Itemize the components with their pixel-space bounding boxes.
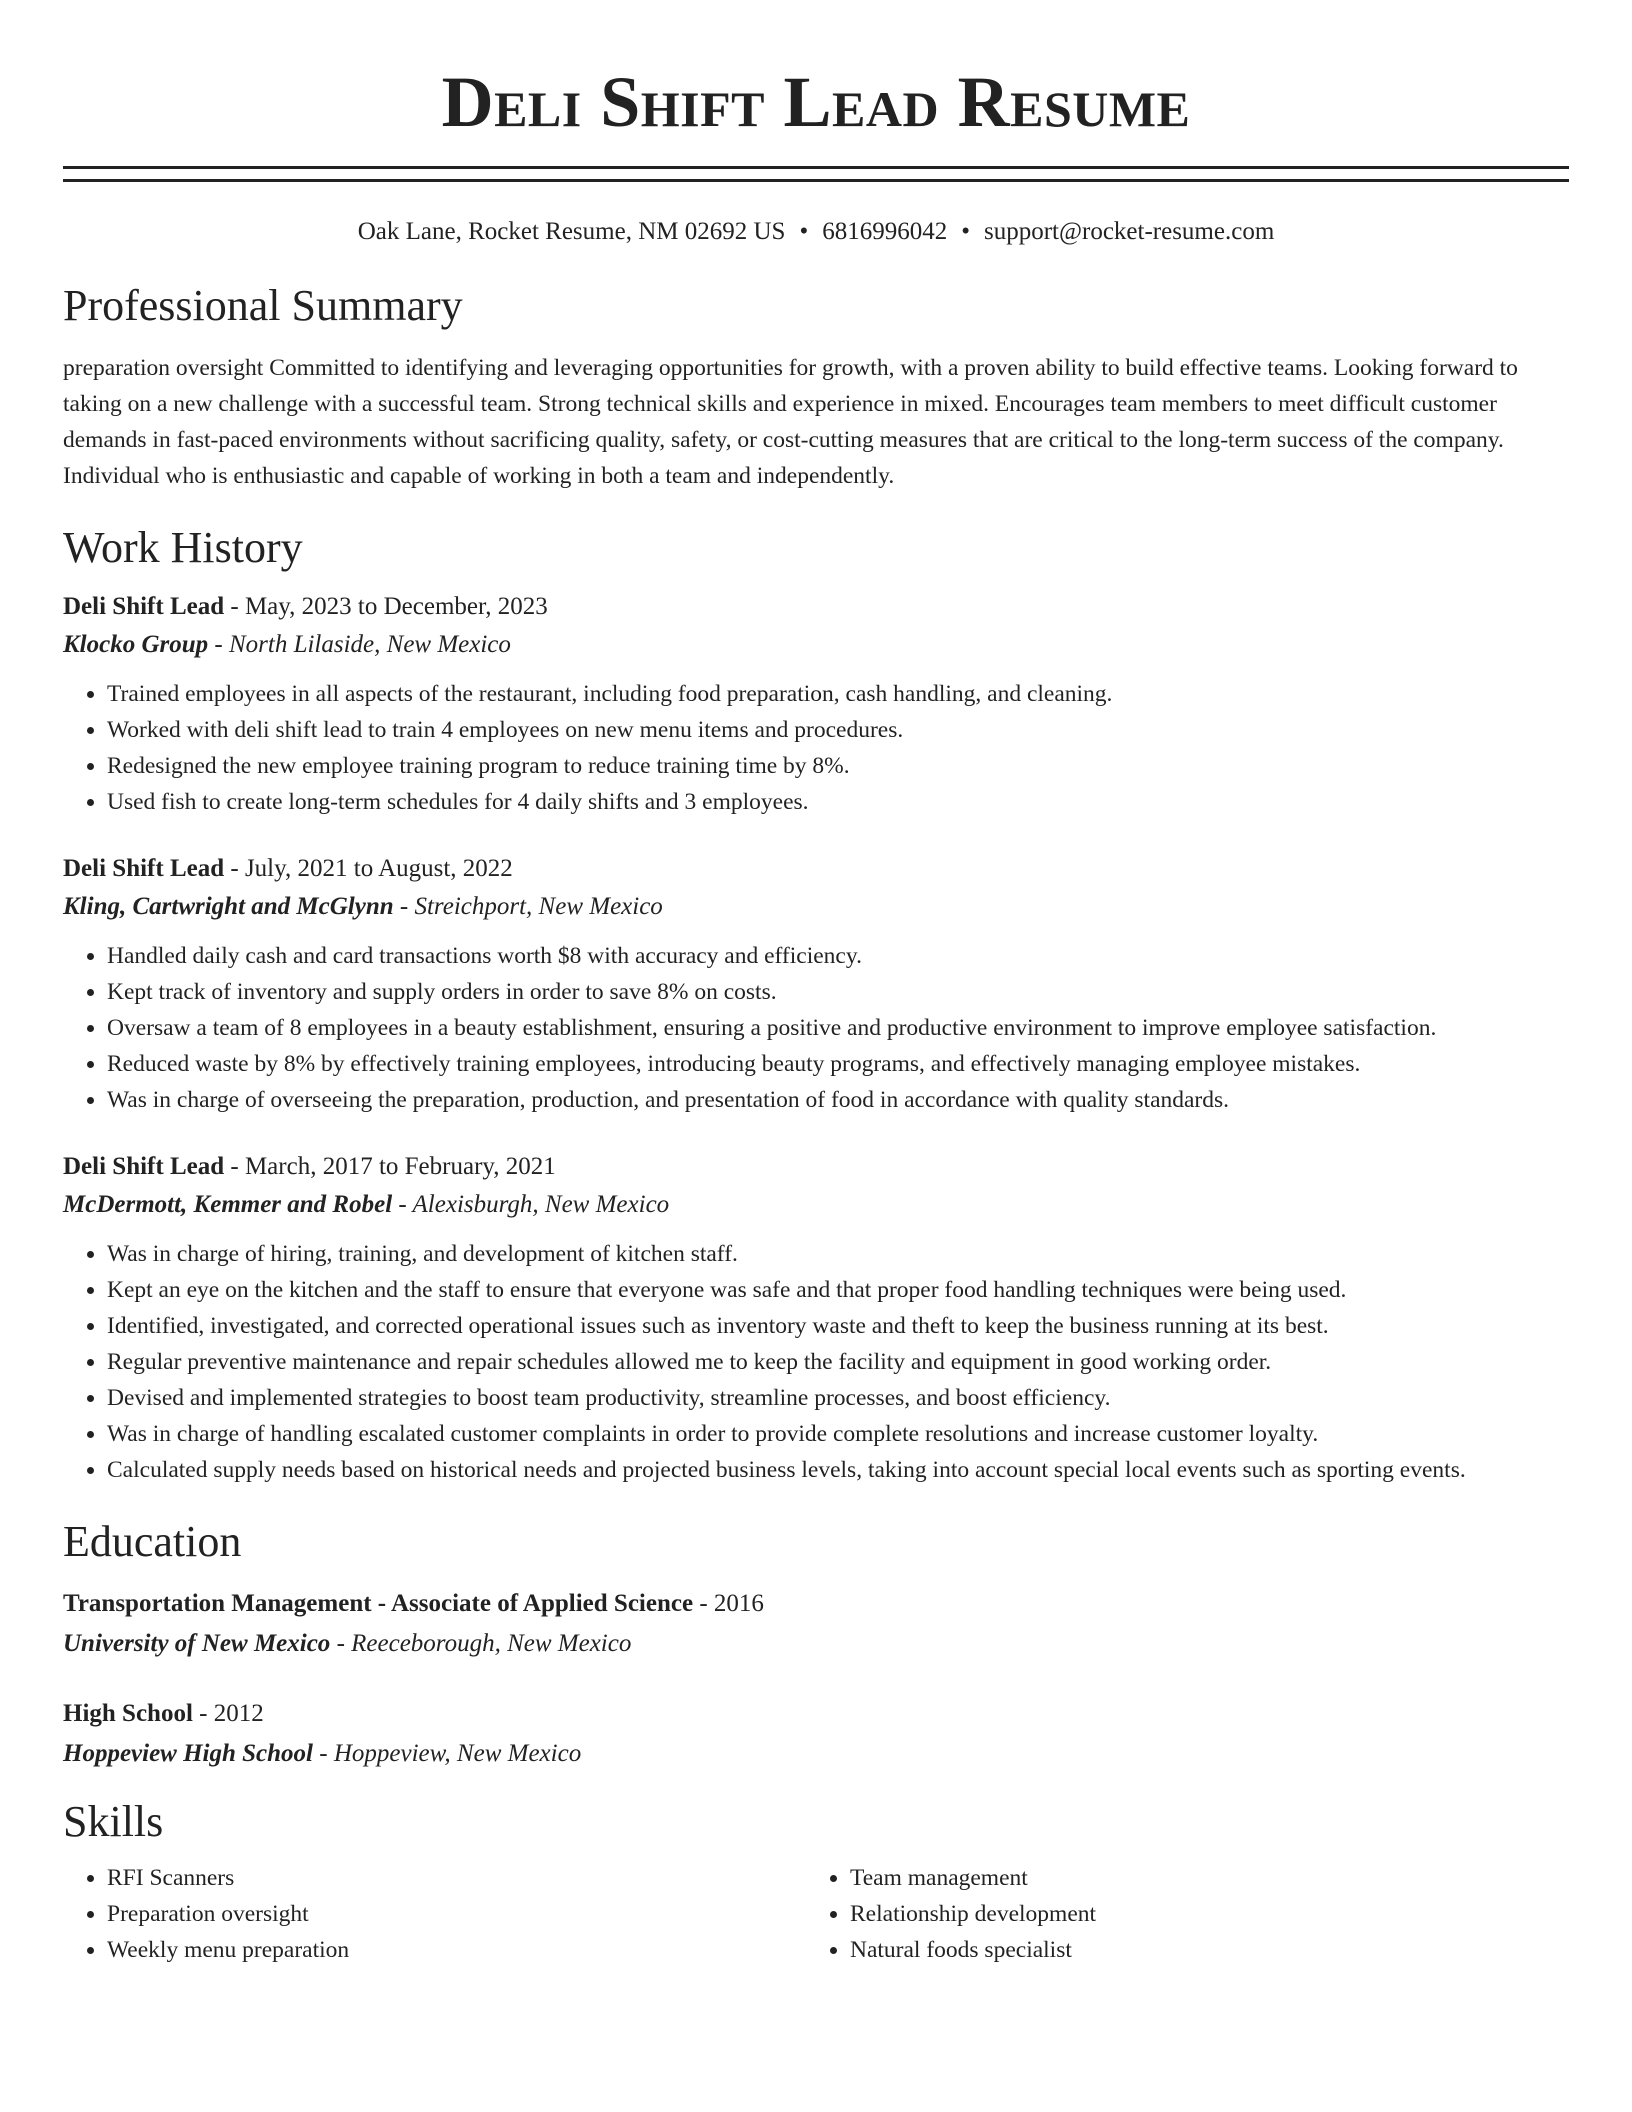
education-school: University of New Mexico: [63, 1630, 331, 1657]
list-item: • Redesigned the new employee training program to reduce training time by 8%.: [107, 748, 1569, 784]
skills-column-left: [63, 1860, 806, 1968]
job-title: Deli Shift Lead: [63, 593, 225, 620]
skills-column-right: [806, 1860, 1549, 1968]
list-item: • Worked with deli shift lead to train 4 employees on new menu items and procedures.: [107, 712, 1569, 748]
list-item: • Reduced waste by 8% by effectively training employees, introducing beauty programs, and effectively managing employee mistakes.: [107, 1046, 1569, 1082]
list-item: • Oversaw a team of 8 employees in a beauty establishment, ensuring a positive and productive environment to improve employee satisfaction.: [107, 1010, 1569, 1046]
skill-item: • Preparation oversight: [107, 1896, 806, 1932]
list-item: • Was in charge of handling escalated customer complaints in order to provide complete resolutions and increase customer loyalty.: [107, 1416, 1569, 1452]
job-duties-list: [63, 676, 1569, 820]
list-item: • Trained employees in all aspects of the restaurant, including food preparation, cash handling, and cleaning.: [107, 676, 1569, 712]
page-title: Deli Shift Lead Resume: [441, 62, 1191, 142]
job-location: - Alexisburgh, New Mexico: [392, 1191, 670, 1218]
education-location: - Reeceborough, New Mexico: [330, 1630, 632, 1657]
skill-item: • Natural foods specialist: [850, 1932, 1549, 1968]
list-item: • Calculated supply needs based on historical needs and projected business levels, taking into account special local events such as sporting events.: [107, 1452, 1569, 1488]
list-item: • Was in charge of overseeing the preparation, production, and presentation of food in accordance with quality standards.: [107, 1082, 1569, 1118]
list-item: • Regular preventive maintenance and repair schedules allowed me to keep the facility and equipment in good working order.: [107, 1344, 1569, 1380]
list-item: • Kept track of inventory and supply orders in order to save 8% on costs.: [107, 974, 1569, 1010]
education-year: - 2012: [192, 1700, 264, 1727]
list-item: • Devised and implemented strategies to boost team productivity, streamline processes, and boost efficiency.: [107, 1380, 1569, 1416]
job-employer: [63, 1186, 1569, 1224]
job-location: - Streichport, New Mexico: [393, 893, 663, 920]
contact-separator: •: [961, 218, 970, 245]
list-item: • Used fish to create long-term schedules for 4 daily shifts and 3 employees.: [107, 784, 1569, 820]
job-header: [63, 850, 1569, 888]
job-employer: [63, 888, 1569, 926]
job-dates: - March, 2017 to February, 2021: [224, 1153, 556, 1180]
job-company: McDermott, Kemmer and Robel: [63, 1191, 393, 1218]
education-school: Hoppeview High School: [63, 1740, 313, 1767]
job-dates: - May, 2023 to December, 2023: [224, 593, 548, 620]
job-company: Kling, Cartwright and McGlynn: [63, 893, 394, 920]
education-degree-line: [63, 1584, 1569, 1624]
list-item: • Identified, investigated, and corrected operational issues such as inventory waste and theft to keep the business running at its best.: [107, 1308, 1569, 1344]
job-header: [63, 1148, 1569, 1186]
job-entry: [63, 850, 1569, 1118]
education-year: - 2016: [693, 1590, 764, 1617]
education-location: - Hoppeview, New Mexico: [313, 1740, 582, 1767]
contact-phone: 6816996042: [822, 218, 948, 245]
education-entry: [63, 1694, 1569, 1774]
list-item: • Kept an eye on the kitchen and the staff to ensure that everyone was safe and that proper food handling techniques were being used.: [107, 1272, 1569, 1308]
list-item: • Handled daily cash and card transactions worth $8 with accuracy and efficiency.: [107, 938, 1569, 974]
education-school-line: [63, 1624, 1569, 1664]
job-title: Deli Shift Lead: [63, 1153, 225, 1180]
job-company: Klocko Group: [63, 631, 209, 658]
work-history-heading: Work History: [63, 523, 303, 572]
job-dates: - July, 2021 to August, 2022: [224, 855, 513, 882]
job-entry: [63, 1148, 1569, 1488]
education-school-line: [63, 1734, 1569, 1774]
job-header: [63, 588, 1569, 626]
contact-address: Oak Lane, Rocket Resume, NM 02692 US: [357, 218, 786, 245]
job-entry: [63, 588, 1569, 820]
skill-item: • Weekly menu preparation: [107, 1932, 806, 1968]
job-duties-list: [63, 938, 1569, 1118]
contact-email: support@rocket-resume.com: [983, 218, 1275, 245]
job-duties-list: [63, 1236, 1569, 1488]
education-degree-line: [63, 1694, 1569, 1734]
skill-item: • RFI Scanners: [107, 1860, 806, 1896]
skill-item: • Relationship development: [850, 1896, 1549, 1932]
contact-line: [63, 216, 1569, 248]
skills-list: [63, 1860, 1569, 1968]
title-divider: [63, 166, 1569, 182]
skills-heading: Skills: [63, 1797, 164, 1846]
job-location: - North Lilaside, New Mexico: [208, 631, 511, 658]
education-degree: High School: [63, 1700, 193, 1727]
job-employer: [63, 626, 1569, 664]
summary-heading: Professional Summary: [63, 281, 463, 330]
job-title: Deli Shift Lead: [63, 855, 225, 882]
list-item: • Was in charge of hiring, training, and development of kitchen staff.: [107, 1236, 1569, 1272]
skill-item: • Team management: [850, 1860, 1549, 1896]
education-entry: [63, 1584, 1569, 1664]
summary-text: preparation oversight Committed to identifying and leveraging opportunities for growth, with a proven ability to build effective teams. Looking forward to taking on a new challenge with a successful team. Strong technical skills and experience in mixed. Encourages team members to meet difficult customer demands in fast-paced environments without sacrificing quality, safety, or cost-cutting measures that are critical to the long-term success of the company. Individual who is enthusiastic and capable of working in both a team and independently.: [63, 355, 1518, 489]
contact-separator: •: [799, 218, 809, 245]
education-heading: Education: [63, 1517, 242, 1566]
education-degree: Transportation Management - Associate of Applied Science: [63, 1590, 694, 1617]
